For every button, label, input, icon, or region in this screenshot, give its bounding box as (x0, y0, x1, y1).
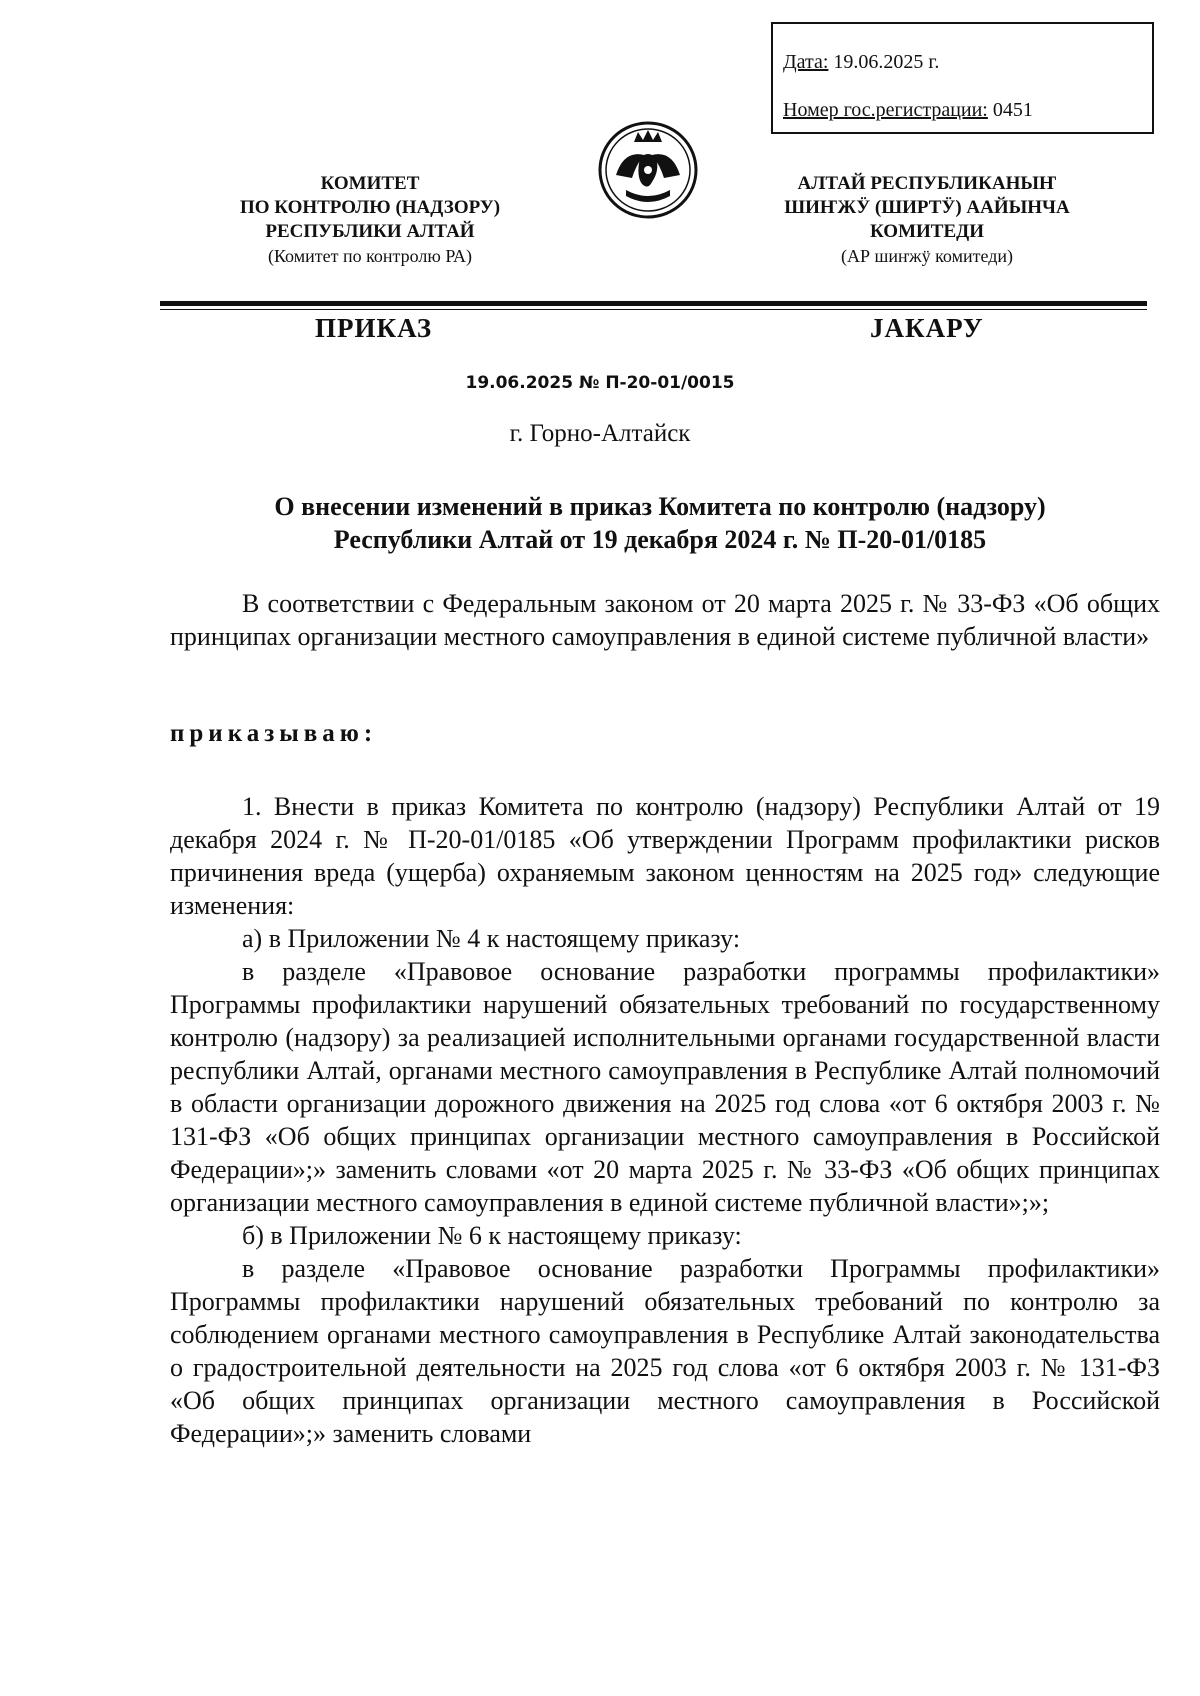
city-name: г. Горно-Алтайск (509, 420, 691, 447)
org-alt-line: ШИҤЖӰ (ШИРТӰ) ААЙЫНЧА (784, 197, 1070, 218)
preamble-text: В соответствии с Федеральным законом от 20 марта 2025 г. № 33-ФЗ «Об общих принципах организации местного самоуправления в единой системе публичной власти» (170, 589, 1160, 651)
org-alt-line: АЛТАЙ РЕСПУБЛИКАНЫҤ (797, 173, 1057, 194)
registration-date-row (783, 38, 1152, 86)
org-name-altai (757, 172, 1097, 268)
coat-of-arms-emblem-icon (596, 120, 701, 220)
org-alt-short-name: (АР шиҥжӱ комитеди) (840, 246, 1014, 266)
header-divider-thin (160, 309, 1147, 310)
preamble (170, 587, 1160, 653)
registration-number-label: Номер гос.регистрации: (783, 99, 988, 121)
doctype-russian: ПРИКАЗ (315, 313, 433, 343)
registration-date-label: Дата: (783, 51, 829, 73)
org-ru-line: РЕСПУБЛИКИ АЛТАЙ (265, 221, 475, 242)
paragraph: в разделе «Правовое основание разработки Программы профилактики» Программы профилактики нарушений обязательных требований по контролю за соблюдением органами местного самоуправления в Республике Алтай законодательства о градостроительной деятельности на 2025 год слова «от 6 октября 2003 г. № 131-ФЗ «Об общих принципах организации местного самоуправления в Российской Федерации»;» заменить словами (170, 1254, 1160, 1448)
document-title-line: Республики Алтай от 19 декабря 2024 г. № П-20-01/0185 (333, 525, 987, 554)
org-ru-line: ПО КОНТРОЛЮ (НАДЗОРУ) (239, 197, 501, 218)
document-title (190, 490, 1130, 556)
org-ru-line: КОМИТЕТ (320, 173, 420, 194)
paragraph: 1. Внести в приказ Комитета по контролю (надзору) Республики Алтай от 19 декабря 2024 г. № П-20-01/0185 «Об утверждении Программ профилактики рисков причинения вреда (ущерба) охраняемым законом ценностям на 2025 год» следующие изменения: (170, 792, 1160, 920)
document-title-line: О внесении изменений в приказ Комитета по контролю (надзору) (274, 492, 1046, 521)
order-items (170, 790, 1160, 1450)
registration-box (771, 22, 1154, 134)
order-date-number: 19.06.2025 № П-20-01/0015 (465, 373, 735, 393)
header-divider-thick (160, 301, 1147, 306)
paragraph: а) в Приложении № 4 к настоящему приказу: (242, 924, 741, 953)
registration-number-value: 0451 (992, 99, 1033, 121)
org-ru-short-name: (Комитет по контролю РА) (267, 246, 473, 266)
registration-number-row (783, 86, 1152, 134)
registration-date-value: 19.06.2025 г. (833, 51, 940, 73)
org-name-russian (220, 172, 520, 268)
doctype-altai: ЈАКАРУ (870, 313, 984, 343)
org-alt-line: КОМИТЕДИ (870, 221, 984, 242)
paragraph: в разделе «Правовое основание разработки программы профилактики» Программы профилактики нарушений обязательных требований по государственному контролю (надзору) за реализацией исполнительными органами государственной власти республики Алтай, органами местного самоуправления в Республике Алтай полномочий в области организации дорожного движения на 2025 год слова «от 6 октября 2003 г. № 131-ФЗ «Об общих принципах организации местного самоуправления в Российской Федерации»;» заменить словами «от 20 марта 2025 г. № 33-ФЗ «Об общих принципах организации местного самоуправления в единой системе публичной власти»;»; (170, 957, 1160, 1217)
paragraph: б) в Приложении № 6 к настоящему приказу: (242, 1221, 742, 1250)
order-word: приказываю: (170, 720, 378, 747)
